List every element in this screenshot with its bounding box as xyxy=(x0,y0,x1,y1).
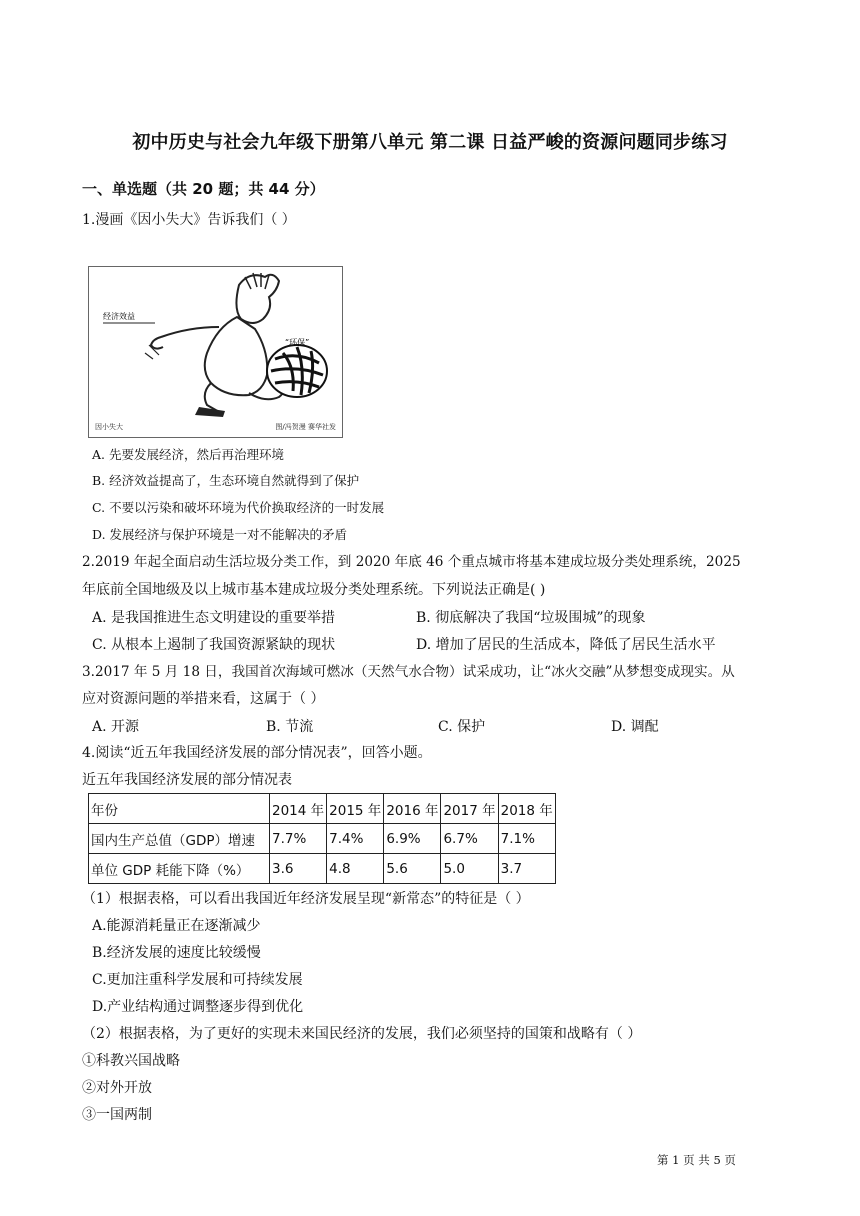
question-4-sub-1-stem: （1）根据表格，可以看出我国近年经济发展呈现“新常态”的特征是（ ） xyxy=(82,891,530,907)
table-cell: 3.7 xyxy=(498,854,555,884)
question-1-option-a: A. 先要发展经济，然后再治理环境 xyxy=(92,447,284,462)
cartoon-image xyxy=(88,266,343,438)
question-2-option-a: A. 是我国推进生态文明建设的重要举措 xyxy=(92,610,336,626)
economy-table xyxy=(88,793,556,884)
question-4-sub-1-option-d: D.产业结构通过调整逐步得到优化 xyxy=(92,999,304,1015)
question-1-stem: 1.漫画《因小失大》告诉我们（ ） xyxy=(82,212,296,228)
table-cell: 7.7% xyxy=(270,824,327,854)
table-header-cell: 2018 年 xyxy=(498,794,555,824)
table-header-cell: 2017 年 xyxy=(441,794,498,824)
table-cell: 6.9% xyxy=(384,824,441,854)
table-header-cell: 年份 xyxy=(89,794,270,824)
question-2-stem-line-1: 2.2019 年起全面启动生活垃圾分类工作，到 2020 年底 46 个重点城市将基本建成垃圾分类处理系统，2025 xyxy=(82,554,741,570)
question-3-option-a: A. 开源 xyxy=(92,719,140,735)
question-4-sub-2-item-2: ②对外开放 xyxy=(82,1080,152,1096)
table-cell: 3.6 xyxy=(270,854,327,884)
cartoon-caption xyxy=(95,422,336,434)
table-row xyxy=(89,854,556,884)
table-header-cell: 2015 年 xyxy=(327,794,384,824)
question-4-stem: 4.阅读“近五年我国经济发展的部分情况表”，回答小题。 xyxy=(82,745,432,761)
table-cell: 4.8 xyxy=(327,854,384,884)
table-cell: 国内生产总值（GDP）增速 xyxy=(89,824,270,854)
question-4-sub-2-item-1: ①科教兴国战略 xyxy=(82,1053,180,1069)
table-cell: 单位 GDP 耗能下降（%） xyxy=(89,854,270,884)
question-2-option-d: D. 增加了居民的生活成本，降低了居民生活水平 xyxy=(416,637,716,653)
question-2-stem-line-2: 年底前全国地级及以上城市基本建成垃圾分类处理系统。下列说法正确是( ) xyxy=(82,582,546,598)
page-title: 初中历史与社会九年级下册第八单元 第二课 日益严峻的资源问题同步练习 xyxy=(132,132,728,153)
table-header-row xyxy=(89,794,556,824)
question-1-option-b: B. 经济效益提高了，生态环境自然就得到了保护 xyxy=(92,473,360,488)
table-header-cell: 2016 年 xyxy=(384,794,441,824)
question-3-option-c: C. 保护 xyxy=(438,719,486,735)
table-header-cell: 2014 年 xyxy=(270,794,327,824)
question-3-stem-line-1: 3.2017 年 5 月 18 日，我国首次海域可燃冰（天然气水合物）试采成功，让“冰火交融”从梦想变成现实。从 xyxy=(82,664,735,680)
question-3-stem-line-2: 应对资源问题的举措来看，这属于（ ） xyxy=(82,691,325,707)
table-title: 近五年我国经济发展的部分情况表 xyxy=(82,772,292,788)
table-row xyxy=(89,824,556,854)
cartoon-label-economy: 经济效益 xyxy=(103,312,135,321)
table-cell: 7.1% xyxy=(498,824,555,854)
cartoon-drawing xyxy=(89,267,342,437)
cartoon-caption-title: 因小失大 xyxy=(95,423,123,431)
question-3-option-b: B. 节流 xyxy=(266,719,314,735)
question-4-sub-1-option-c: C.更加注重科学发展和可持续发展 xyxy=(92,972,303,988)
question-2-option-c: C. 从根本上遏制了我国资源紧缺的现状 xyxy=(92,637,336,653)
table-cell: 5.6 xyxy=(384,854,441,884)
question-2-option-b: B. 彻底解决了我国“垃圾围城”的现象 xyxy=(416,610,646,626)
page-footer: 第 1 页 共 5 页 xyxy=(657,1153,736,1167)
question-1-option-c: C. 不要以污染和破坏环境为代价换取经济的一时发展 xyxy=(92,500,385,515)
question-1-option-d: D. 发展经济与保护环境是一对不能解决的矛盾 xyxy=(92,527,348,542)
cartoon-label-environment: “环保” xyxy=(285,338,310,347)
question-4-sub-1-option-b: B.经济发展的速度比较缓慢 xyxy=(92,945,261,961)
table-cell: 7.4% xyxy=(327,824,384,854)
section-heading: 一、单选题（共 20 题；共 44 分） xyxy=(82,180,325,198)
table-cell: 6.7% xyxy=(441,824,498,854)
question-4-sub-2-stem: （2）根据表格，为了更好的实现未来国民经济的发展，我们必须坚持的国策和战略有（ ） xyxy=(82,1026,642,1042)
question-4-sub-1-option-a: A.能源消耗量正在逐渐减少 xyxy=(92,918,261,934)
question-4-sub-2-item-3: ③一国两制 xyxy=(82,1107,152,1123)
cartoon-caption-credit: 图/冯贺漫 赛华社发 xyxy=(275,423,336,431)
question-3-option-d: D. 调配 xyxy=(611,719,659,735)
table-cell: 5.0 xyxy=(441,854,498,884)
